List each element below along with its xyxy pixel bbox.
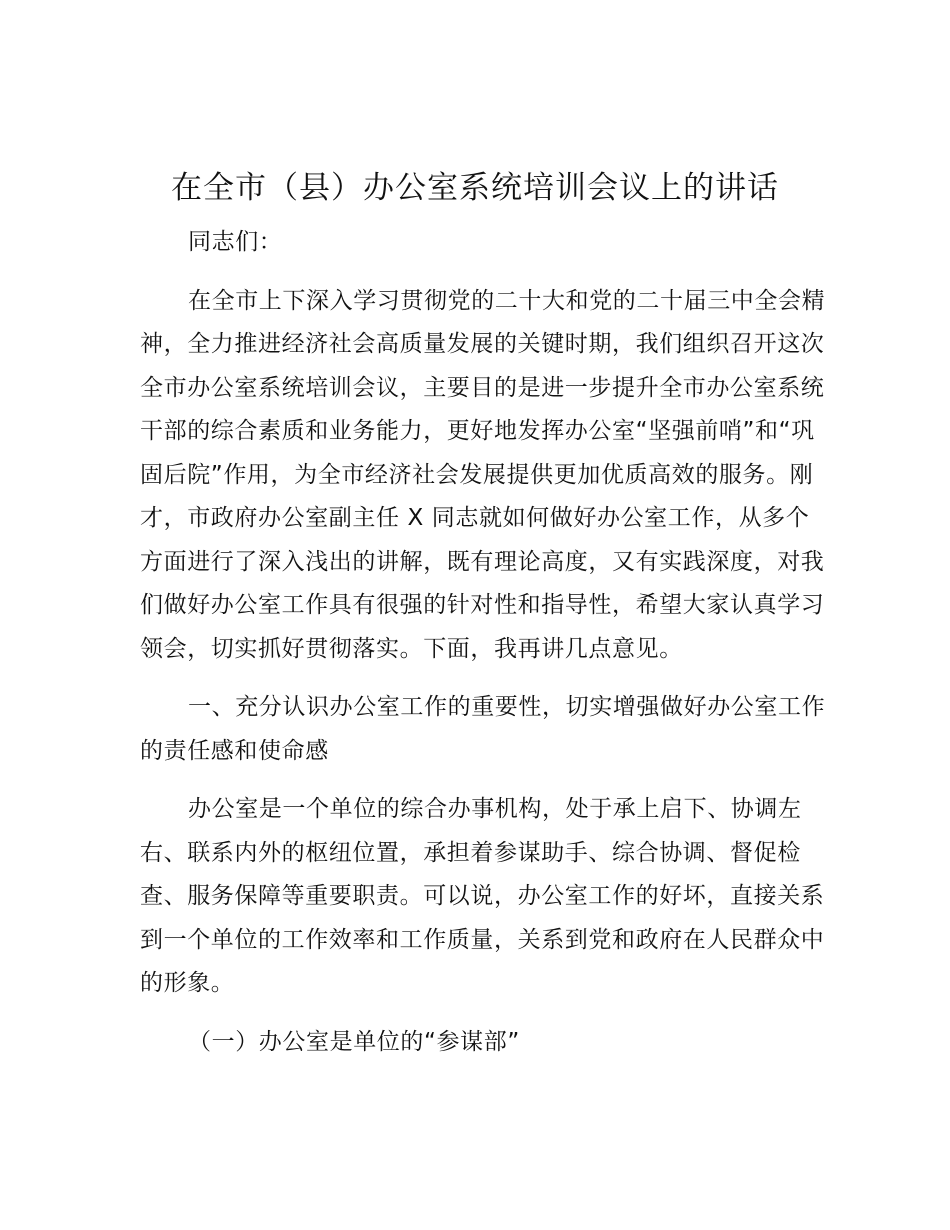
salutation: 同志们： <box>188 229 283 255</box>
paragraph-opening: 在全市上下深入学习贯彻党的二十大和党的二十届三中全会精神，全力推进经济社会高质量发展的关键时期，我们组织召开这次全市办公室系统培训会议，主要目的是进一步提升全市办公室系统干部的综合素质和业务能力，更好地发挥办公室“坚强前哨”和“巩固后院”作用，为全市经济社会发展提供更加优质高效的服务。刚才，市政府办公室副主任 X 同志就如何做好办公室工作，从多个方面进行了深入浅出的讲解，既有理论高度，又有实践深度，对我们做好办公室工作具有很强的针对性和指导性，希望大家认真学习领会，切实抓好贯彻落实。下面，我再讲几点意见。 <box>140 287 826 662</box>
subsection-heading-1: （一）办公室是单位的“参谋部” <box>188 1028 520 1055</box>
paragraph-gap <box>140 265 830 280</box>
paragraph-gap <box>140 773 830 788</box>
document-title: 在全市（县）办公室系统培训会议上的讲话 <box>171 170 779 206</box>
paragraph-gap <box>140 671 830 686</box>
section-heading-1: 一、充分认识办公室工作的重要性，切实增强做好办公室工作的责任感和使命感 <box>140 694 826 764</box>
paragraph-gap <box>140 1006 830 1021</box>
paragraph-office-role: 办公室是一个单位的综合办事机构，处于承上启下、协调左右、联系内外的枢纽位置，承担着参谋助手、综合协调、督促检查、服务保障等重要职责。可以说，办公室工作的好坏，直接关系到一个单位的工作效率和工作质量，关系到党和政府在人民群众中的形象。 <box>140 796 825 996</box>
document-body <box>140 221 830 1064</box>
